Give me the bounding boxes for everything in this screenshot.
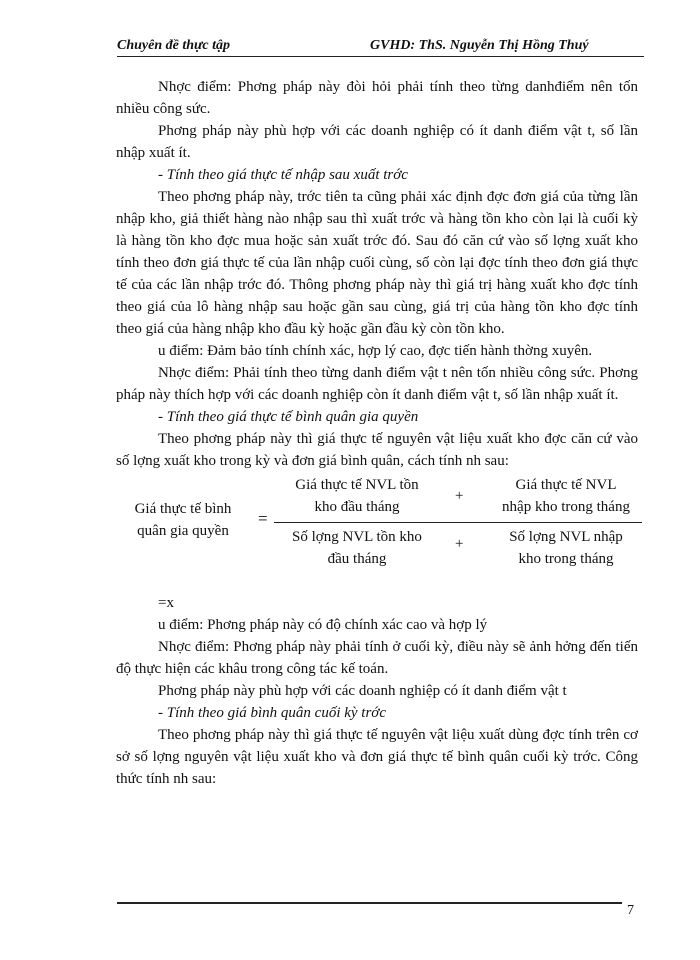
paragraph-suitability-2: Phơng pháp này phù hợp với các doanh nghiệp có ít danh điểm vật t (158, 683, 567, 699)
paragraph-disadvantage-1: Nhợc điểm: Phơng pháp này đòi hỏi phải tính theo từng danhđiểm nên tốn nhiều công sức. (116, 79, 638, 117)
paragraph-suitability-1: Phơng pháp này phù hợp với các doanh nghiệp có ít danh điểm vật t, số lần nhập xuất ít. (116, 123, 638, 161)
numerator-left-line-2: kho đầu tháng (314, 499, 400, 515)
page-header (117, 34, 644, 57)
footer-rule (117, 902, 622, 904)
numerator-right-line-2: nhập kho trong tháng (502, 499, 630, 515)
paragraph-lifo-description: Theo phơng pháp này, trớc tiên ta cũng phải xác định đợc đơn giá của từng lần nhập kho, giả thiết hàng nào nhập sau thì xuất trớc và hàng tồn kho còn lại là cuối kỳ là hàng tồn kho đợc mua hoặc sản xuất trớc đó. Sau đó căn cứ vào số lợng xuất kho tính theo đơn giá thực tế của lần nhập cuối cùng, số còn lại đợc tính theo đơn giá thực tế của các lần nhập trớc đó. Thông phơng pháp này thì giá trị hàng xuất kho đợc tính theo giá của lô hàng nhập sau hoặc gần sau cùng, giá trị của hàng tồn kho đợc tính theo giá của hàng nhập kho đầu kỳ hoặc gần đầu kỳ còn tồn kho. (116, 189, 638, 337)
header-title: Chuyên đề thực tập (117, 38, 231, 53)
paragraph-disadvantage-2: Nhợc điểm: Phải tính theo từng danh điểm vật t nên tốn nhiều công sức. Phơng pháp này thích hợp với các doanh nghiệp còn ít danh điểm vật t, số lần nhập xuất ít. (116, 365, 638, 403)
numerator-left (274, 474, 440, 518)
denominator-right-line-1: Số lợng NVL nhập (509, 529, 623, 545)
numerator-right (488, 474, 644, 518)
paragraph-advantage-1: u điểm: Đảm bảo tính chính xác, hợp lý cao, đợc tiến hành thờng xuyên. (158, 343, 593, 359)
formula-left-side (118, 498, 248, 542)
numerator-right-line-1: Giá thực tế NVL (515, 477, 617, 493)
heading-prior-period-average: - Tính theo giá bình quân cuối kỳ trớc (158, 705, 386, 721)
formula-equals: = (258, 509, 268, 528)
denominator-plus: + (455, 536, 464, 552)
denominator-left-line-1: Số lợng NVL tồn kho (292, 529, 422, 545)
weighted-average-formula (116, 474, 638, 592)
denominator-left-line-2: đầu tháng (327, 551, 387, 567)
header-advisor: GVHD: ThS. Nguyễn Thị Hồng Thuý (370, 38, 589, 53)
numerator-plus: + (455, 488, 464, 504)
numerator-left-line-1: Giá thực tế NVL tồn (295, 477, 419, 493)
paragraph-prior-period-description: Theo phơng pháp này thì giá thực tế nguyên vật liệu xuất dùng đợc tính trên cơ sở số lợng nguyên vật liệu xuất kho và đơn giá thực tế bình quân cuối kỳ trớc. Công thức tính nh sau: (116, 727, 638, 787)
document-body (116, 76, 638, 790)
denominator-right (488, 526, 644, 570)
denominator-left (274, 526, 440, 570)
denominator-right-line-2: kho trong tháng (518, 551, 614, 567)
paragraph-disadvantage-3: Nhợc điểm: Phơng pháp này phải tính ở cuối kỳ, điều này sẽ ảnh hởng đến tiến độ thực hiện các khâu trong công tác kế toán. (116, 639, 638, 677)
fraction-line (274, 522, 642, 523)
heading-weighted-average: - Tính theo giá thực tế bình quân gia quyền (158, 409, 419, 425)
paragraph-advantage-2: u điểm: Phơng pháp này có độ chính xác cao và hợp lý (158, 617, 488, 633)
formula-result-fragment: =x (158, 595, 174, 611)
heading-lifo: - Tính theo giá thực tế nhập sau xuất trớc (158, 167, 408, 183)
page-number: 7 (627, 903, 634, 918)
paragraph-weighted-average-description: Theo phơng pháp này thì giá thực tế nguyên vật liệu xuất kho đợc căn cứ vào số lợng xuất kho trong kỳ và đơn giá bình quân, cách tính nh sau: (116, 431, 638, 469)
formula-left-line-2: quân gia quyền (137, 523, 229, 539)
formula-left-line-1: Giá thực tế bình (134, 501, 232, 517)
